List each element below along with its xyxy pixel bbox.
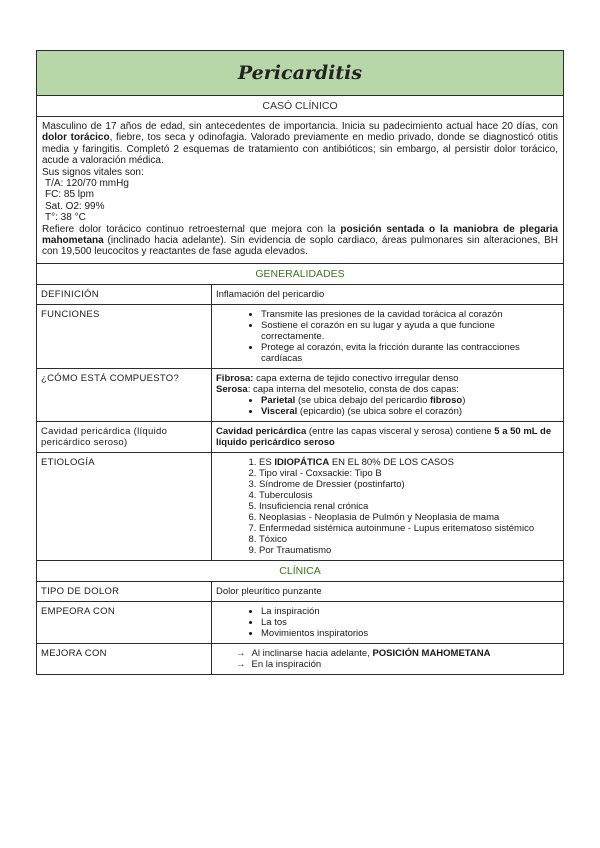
list-item: 5. Insuficiencia renal crónica	[259, 501, 559, 512]
list-item: • Parietal (se ubica debajo del pericardio fibroso)	[261, 395, 559, 406]
clinica-heading: CLÍNICA	[37, 561, 563, 582]
table-row-empeora	[37, 602, 563, 644]
row-value	[212, 305, 563, 368]
list-item: • La tos	[261, 617, 559, 628]
list-item: 2. Tipo viral - Coxsackie: Tipo B	[259, 468, 559, 479]
arrow-list-item: → En la inspiración	[236, 659, 559, 670]
vital-sat: Sat. O2: 99%	[45, 200, 105, 212]
page-title: Pericarditis	[37, 51, 563, 96]
table-row-compuesto	[37, 369, 563, 422]
row-value: Inflamación del pericardio	[216, 288, 325, 300]
row-value	[212, 453, 563, 560]
table-row-mejora	[37, 644, 563, 674]
list-item: 9. Por Traumatismo	[259, 545, 559, 556]
clinical-case-text	[37, 117, 563, 264]
row-label: FUNCIONES	[37, 305, 212, 368]
list-item: 1. ES IDIOPÁTICA EN EL 80% DE LOS CASOS	[259, 457, 559, 468]
table-row-tipo-dolor	[37, 582, 563, 602]
row-value	[212, 369, 563, 421]
fibrosa-line: Fibrosa: capa externa de tejido conectivo irregular denso	[216, 372, 459, 384]
row-value: Cavidad pericárdica (entre las capas visceral y serosa) contiene 5 a 50 mL de líquido pericárdico seroso	[216, 425, 552, 448]
row-value	[212, 644, 563, 674]
case-outro: Refiere dolor torácico continuo retroesternal que mejora con la posición sentada o la maniobra de plegaria mahometana (inclinado hacia adelante). Sin evidencia de soplo cardiaco, áreas pulmonares sin alteraciones, BH con 19,500 leucocitos y reactantes de fase aguda elevados.	[42, 223, 558, 258]
table-row-funciones	[37, 305, 563, 369]
vitals-title: Sus signos vitales son:	[42, 166, 144, 178]
list-item: 6. Neoplasias - Neoplasia de Pulmón y Neoplasia de mama	[259, 512, 559, 523]
row-label: EMPEORA CON	[37, 602, 212, 643]
case-intro: Masculino de 17 años de edad, sin antecedentes de importancia. Inicia su padecimiento actual hace 20 días, con dolor torácico, fiebre, tos seca y odinofagia. Valorado previamente en medio privado, donde se diagnosticó otitis media y faringitis. Completó 2 esquemas de tratamiento con antibióticos; sin embargo, al persistir dolor torácico, acude a valoración médica.	[42, 121, 558, 167]
table-row-etiologia	[37, 453, 563, 561]
vital-fc: FC: 85 lpm	[45, 189, 94, 201]
pericarditis-sheet	[36, 50, 564, 675]
list-item: • Transmite las presiones de la cavidad torácica al corazón	[261, 309, 559, 320]
row-label: TIPO DE DOLOR	[37, 582, 212, 601]
arrow-list-item: → Al inclinarse hacia adelante, POSICIÓN MAHOMETANA	[236, 648, 559, 659]
table-row-cavidad	[37, 422, 563, 453]
list-item: 4. Tuberculosis	[259, 490, 559, 501]
row-value	[212, 602, 563, 643]
row-label: ¿CÓMO ESTÁ COMPUESTO?	[37, 369, 212, 421]
generalidades-heading: GENERALIDADES	[37, 264, 563, 285]
list-item: • La inspiración	[261, 606, 559, 617]
list-item: 7. Enfermedad sistémica autoinmune - Lupus eritematoso sistémico	[259, 523, 559, 534]
list-item: • Movimientos inspiratorios	[261, 628, 559, 639]
row-value: Dolor pleurítico punzante	[216, 585, 322, 597]
case-heading: CASÓ CLÍNICO	[37, 96, 563, 117]
row-label: Cavidad pericárdica (líquido pericárdico seroso)	[37, 422, 212, 452]
list-item: • Visceral (epicardio) (se ubica sobre el corazón)	[261, 406, 559, 417]
table-row-definicion	[37, 285, 563, 305]
list-item: 3. Síndrome de Dressier (postinfarto)	[259, 479, 559, 490]
list-item: • Protege al corazón, evita la fricción durante las contracciones cardíacas	[261, 342, 559, 364]
list-item: 8. Tóxico	[259, 534, 559, 545]
row-label: DEFINICIÓN	[37, 285, 212, 304]
vital-ta: T/A: 120/70 mmHg	[45, 178, 129, 190]
row-label: ETIOLOGÍA	[37, 453, 212, 560]
serosa-line: Serosa: capa interna del mesotelio, consta de dos capas:	[216, 383, 459, 395]
row-label: MEJORA CON	[37, 644, 212, 674]
list-item: • Sostiene el corazón en su lugar y ayuda a que funcione correctamente.	[261, 320, 559, 342]
vital-temp: T°: 38 °C	[45, 212, 86, 224]
